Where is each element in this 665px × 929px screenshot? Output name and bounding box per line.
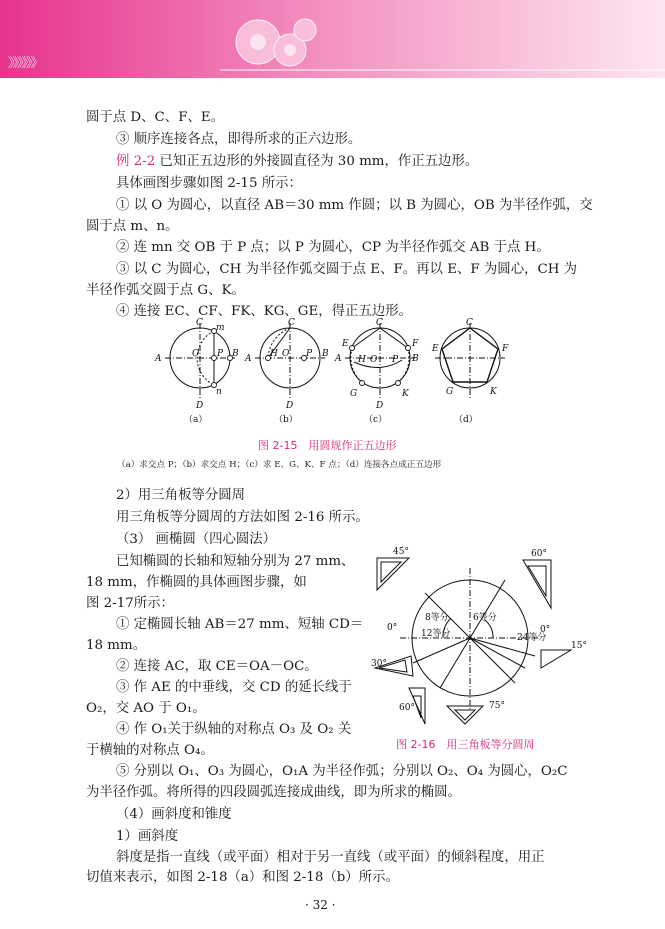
label-B: B [322, 349, 329, 359]
label-G: G [350, 389, 358, 399]
label-G: G [446, 387, 454, 397]
paragraph: （4）画斜度和锥度 [116, 807, 232, 822]
label-H: H [270, 349, 278, 359]
panel-label-b: （b） [274, 415, 298, 425]
paragraph: ④ 连接 EC、CF、FK、KG、GE，得正五边形。 [116, 304, 413, 319]
label-C: C [376, 318, 383, 328]
label-C: C [466, 318, 473, 328]
label-O: O [192, 349, 200, 359]
paragraph: 斜度是指一直线（或平面）相对于另一直线（或平面）的倾斜程度，用正 [116, 850, 545, 865]
angle-30: 30° [371, 659, 387, 669]
label-E: E [432, 344, 439, 354]
paragraph: 图 2-17所示： [86, 596, 174, 611]
label-P: P [306, 349, 313, 359]
label-C: C [196, 318, 203, 328]
paragraph: ② 连 mn 交 OB 于 P 点；以 P 为圆心，CP 为半径作弧交 AB 于点 H。 [116, 240, 550, 255]
label-B: B [232, 349, 239, 359]
chevron-decoration: 》》》》》》 [8, 56, 42, 71]
angle-60-top: 60° [531, 549, 547, 559]
label-C: C [288, 318, 295, 328]
paragraph: ① 定椭圆长轴 AB＝27 mm、短轴 CD＝ [116, 617, 364, 632]
paragraph: 圆于点 D、C、F、E。 [86, 110, 225, 125]
paragraph: ③ 顺序连接各点，即得所求的正六边形。 [116, 132, 362, 147]
figure-caption: 图 2-15 用圆规作正五边形 [258, 439, 397, 452]
paragraph: 半径作弧交圆于点 G、K。 [86, 283, 245, 298]
label-K: K [490, 387, 497, 397]
label-E: E [342, 339, 349, 349]
figure-subcaption: （a）求交点 P；（b）求交点 H；（c）求 E、G、K、F 点；（d）连接各点成正五边形 [117, 460, 442, 470]
figure-2-15 [140, 318, 530, 430]
paragraph: ② 连接 AC，取 CE＝OA－OC。 [116, 659, 318, 674]
paragraph: 为半径作弧。将所得的四段圆弧连接成曲线，即为所求的椭圆。 [86, 785, 461, 800]
paragraph: 2）用三角板等分圆周 [116, 488, 246, 503]
label-H: H [358, 355, 366, 365]
label-A: A [245, 354, 252, 364]
paragraph: 圆于点 m、n。 [86, 219, 179, 234]
paragraph: 18 mm，作椭圆的具体画图步骤，如 [86, 575, 307, 590]
label-F: F [502, 344, 509, 354]
label-O: O [282, 349, 290, 359]
paragraph: 18 mm。 [86, 638, 147, 653]
panel-label-a: （a） [184, 415, 208, 425]
example-heading [116, 152, 478, 172]
label-m: m [216, 323, 225, 333]
division-24: 24等分 [517, 633, 547, 643]
figure-caption: 图 2-16 用三角板等分圆周 [396, 738, 535, 751]
division-12: 12等分 [421, 629, 451, 639]
label-n: n [216, 387, 222, 397]
paragraph: 具体画图步骤如图 2-15 所示： [116, 176, 302, 191]
paragraph: （3） 画椭圆（四心圆法） [116, 532, 277, 547]
label-P: P [217, 349, 224, 359]
paragraph: ④ 作 O₁关于纵轴的对称点 O₃ 及 O₂ 关 [116, 722, 352, 737]
angle-75: 75° [489, 701, 505, 711]
page-header-banner [0, 0, 665, 78]
paragraph: 切值来表示，如图 2-18（a）和图 2-18（b）所示。 [86, 870, 399, 885]
paragraph: 用三角板等分圆周的方法如图 2-16 所示。 [116, 510, 369, 525]
label-A: A [155, 354, 162, 364]
paragraph: O₂，交 AO 于 O₁。 [86, 701, 206, 716]
page-number: · 32 · [305, 898, 336, 912]
example-text: 已知正五边形的外接圆直径为 30 mm，作正五边形。 [155, 154, 479, 169]
angle-0-right: 0° [540, 625, 551, 635]
angle-60-bottom: 60° [399, 703, 415, 713]
paragraph: ⑤ 分别以 O₁、O₃ 为圆心，O₁A 为半径作弧；分别以 O₂、O₄ 为圆心，O₂C [116, 764, 568, 779]
division-8: 8等分 [425, 613, 449, 623]
figure-2-16 [365, 538, 585, 738]
paragraph: ③ 作 AE 的中垂线，交 CD 的延长线于 [116, 680, 352, 695]
division-6: 6等分 [473, 613, 497, 623]
label-D: D [286, 401, 294, 411]
label-O: O [370, 355, 378, 365]
example-label: 例 2-2 [116, 154, 156, 169]
paragraph: 1）画斜度 [116, 829, 179, 844]
angle-45: 45° [393, 547, 409, 557]
label-K: K [402, 389, 409, 399]
angle-0-left: 0° [387, 623, 398, 633]
panel-label-c: （c） [364, 415, 388, 425]
label-P: P [392, 355, 399, 365]
label-D: D [196, 401, 204, 411]
label-D: D [376, 401, 384, 411]
paragraph: 于横轴的对称点 O₄。 [86, 743, 214, 758]
label-A: A [335, 354, 342, 364]
label-F: F [412, 339, 419, 349]
paragraph: 已知椭圆的长轴和短轴分别为 27 mm、 [116, 554, 355, 569]
label-B: B [412, 354, 419, 364]
angle-15: 15° [571, 641, 587, 651]
panel-label-d: （d） [454, 415, 478, 425]
paragraph: ① 以 O 为圆心，以直径 AB＝30 mm 作圆；以 B 为圆心，OB 为半径作弧，交 [116, 198, 593, 213]
paragraph: ③ 以 C 为圆心，CH 为半径作弧交圆于点 E、F。再以 E、F 为圆心，CH 为 [116, 262, 578, 277]
